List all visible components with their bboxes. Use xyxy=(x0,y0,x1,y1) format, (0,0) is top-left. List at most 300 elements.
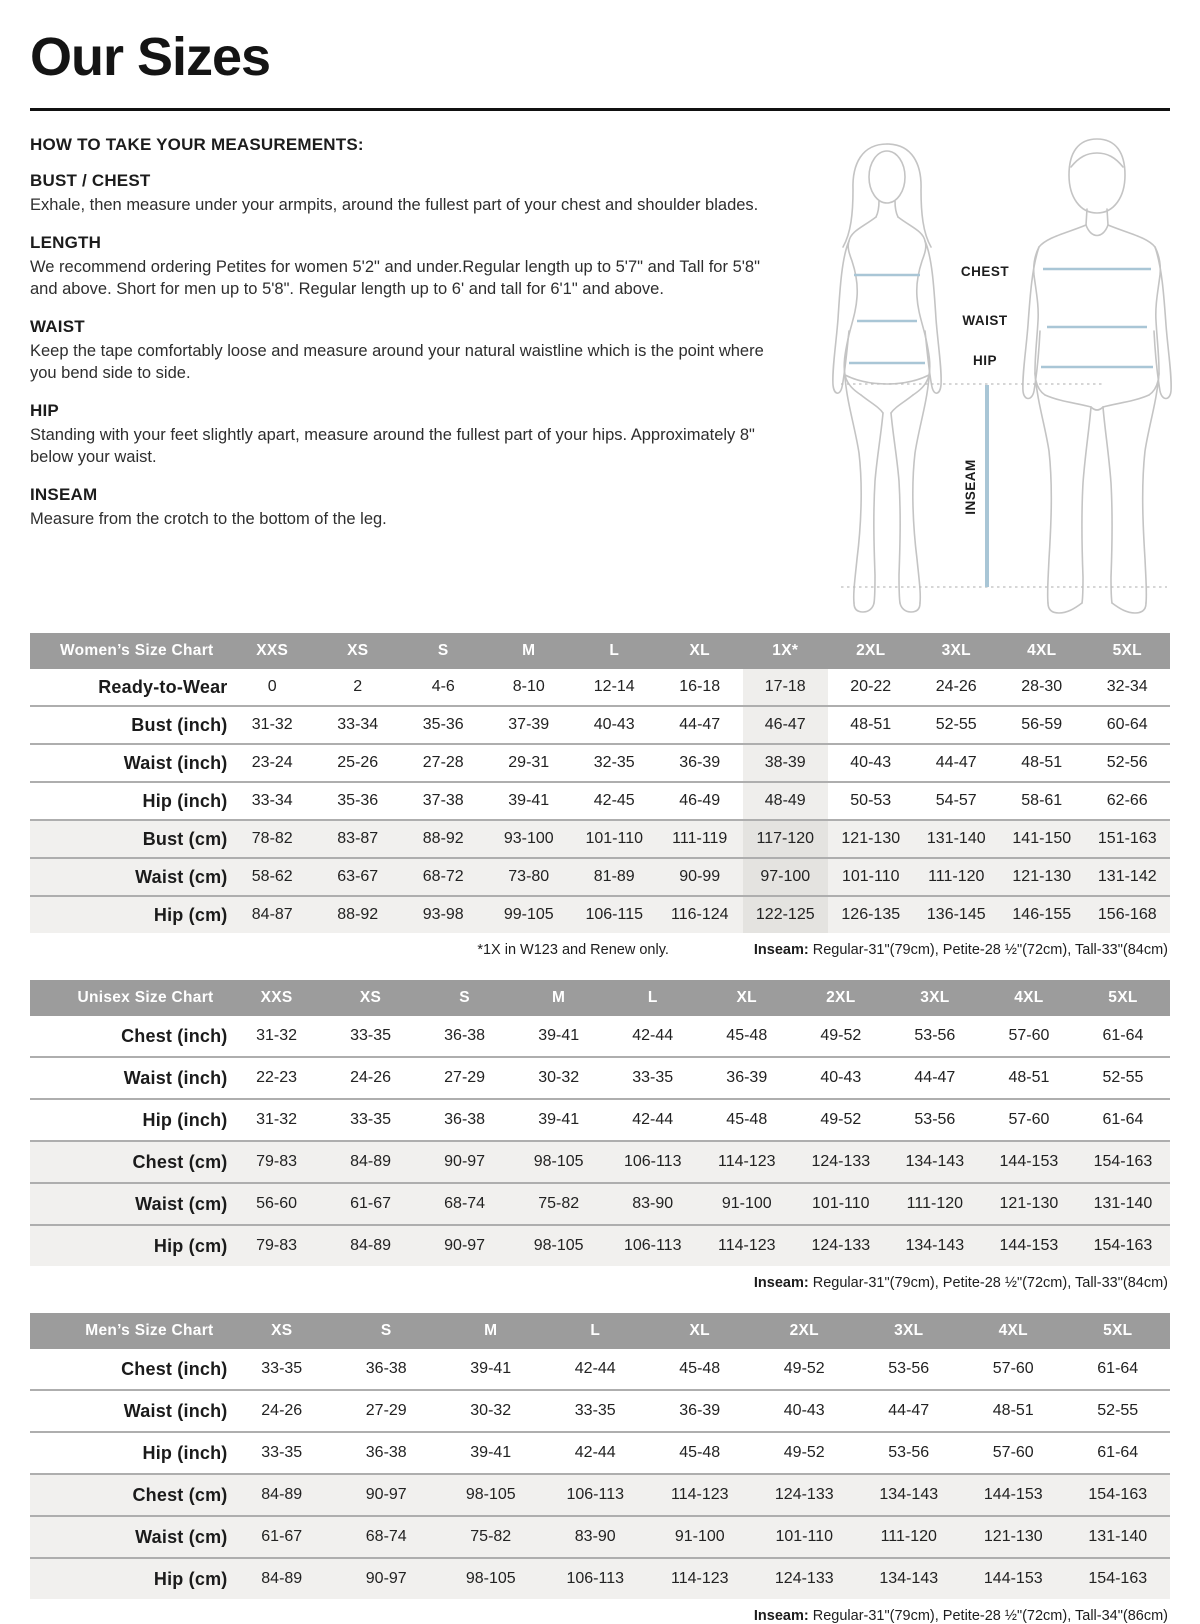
page-title: Our Sizes xyxy=(30,27,271,87)
size-cell: 31-32 xyxy=(251,716,293,733)
size-cell: 61-67 xyxy=(261,1528,303,1545)
body-figures-illustration xyxy=(799,135,1191,619)
size-cell: 33-34 xyxy=(337,716,379,733)
size-cell: 131-140 xyxy=(926,830,986,847)
table-row xyxy=(30,1183,1170,1225)
column-header: M xyxy=(439,1313,544,1349)
size-cell: 78-82 xyxy=(251,830,293,847)
size-cell: 121-130 xyxy=(983,1528,1043,1545)
size-cell: 24-26 xyxy=(935,678,977,695)
size-cell: 106-113 xyxy=(623,1237,682,1254)
row-label: Hip (inch) xyxy=(142,1442,228,1463)
size-cell: 68-72 xyxy=(422,868,464,885)
size-cell: 48-49 xyxy=(743,782,829,820)
size-cell: 23-24 xyxy=(251,754,293,771)
size-cell: 98-105 xyxy=(465,1486,516,1503)
size-cell: 33-35 xyxy=(261,1360,303,1377)
size-cell: 154-163 xyxy=(1088,1486,1148,1503)
size-cell: 31-32 xyxy=(256,1027,297,1044)
row-label: Hip (cm) xyxy=(153,904,228,925)
row-label: Hip (cm) xyxy=(153,1568,228,1589)
size-cell: 97-100 xyxy=(743,858,829,896)
measurement-guide xyxy=(30,135,1170,619)
size-cell: 39-41 xyxy=(538,1111,580,1128)
size-cell: 144-153 xyxy=(999,1153,1059,1170)
size-cell: 114-123 xyxy=(670,1570,729,1587)
column-header: 4XL xyxy=(961,1313,1066,1349)
size-cell: 144-153 xyxy=(983,1486,1043,1503)
column-header: 2XL xyxy=(752,1313,857,1349)
table-row xyxy=(30,1016,1170,1057)
column-header: 5XL xyxy=(1085,633,1171,669)
size-cell: 68-74 xyxy=(444,1195,486,1212)
size-cell: 44-47 xyxy=(935,754,977,771)
column-header: 3XL xyxy=(857,1313,962,1349)
size-cell: 17-18 xyxy=(743,669,829,706)
column-header: S xyxy=(401,633,487,669)
table-row xyxy=(30,1099,1170,1141)
column-header: XS xyxy=(230,1313,335,1349)
size-cell: 25-26 xyxy=(337,754,379,771)
size-cell: 106-115 xyxy=(585,906,644,923)
size-cell: 134-143 xyxy=(879,1570,939,1587)
size-cell: 22-23 xyxy=(256,1069,297,1086)
size-cell: 101-110 xyxy=(812,1195,870,1212)
table-footnote xyxy=(30,1275,1168,1291)
section-title: BUST / CHEST xyxy=(30,171,151,190)
size-cell: 90-97 xyxy=(365,1486,407,1503)
section-body: Exhale, then measure under your armpits, around the fullest part of your chest and shoulder blades. xyxy=(30,196,759,214)
column-header: 2XL xyxy=(828,633,914,669)
size-cell: 131-140 xyxy=(1088,1528,1148,1545)
size-cell: 131-142 xyxy=(1097,868,1157,885)
section-title: WAIST xyxy=(30,316,85,336)
size-cell: 40-43 xyxy=(593,716,635,733)
footnote-inseam-label: Inseam: xyxy=(753,942,809,958)
size-cell: 83-90 xyxy=(632,1195,674,1212)
size-cell: 156-168 xyxy=(1097,906,1157,923)
size-cell: 101-110 xyxy=(585,830,644,847)
size-cell: 33-35 xyxy=(632,1069,674,1086)
size-cell: 46-47 xyxy=(743,706,829,744)
size-cell: 36-38 xyxy=(444,1027,486,1044)
row-label: Hip (inch) xyxy=(142,1109,228,1130)
column-header: M xyxy=(486,633,572,669)
size-cell: 40-43 xyxy=(850,754,892,771)
row-label: Chest (cm) xyxy=(132,1151,228,1172)
size-cell: 42-44 xyxy=(574,1360,616,1377)
size-cell: 111-120 xyxy=(880,1528,937,1545)
size-cell: 39-41 xyxy=(470,1444,512,1461)
column-header: XS xyxy=(315,633,401,669)
size-cell: 29-31 xyxy=(508,754,550,771)
footnote-inseam-label: Inseam: xyxy=(753,1275,809,1291)
table-header-row xyxy=(30,1313,1170,1349)
size-cell: 136-145 xyxy=(926,906,986,923)
row-label: Waist (inch) xyxy=(123,1400,228,1421)
size-cell: 62-66 xyxy=(1106,792,1148,809)
footnote-inseam: Inseam: Regular-31"(79cm), Petite-28 ½"(72cm), Tall-33"(84cm) xyxy=(753,942,1168,958)
row-label: Hip (inch) xyxy=(142,790,228,811)
size-cell: 37-39 xyxy=(508,716,550,733)
size-cell: 134-143 xyxy=(905,1237,965,1254)
size-cell: 63-67 xyxy=(337,868,379,885)
size-cell: 88-92 xyxy=(422,830,464,847)
size-cell: 131-140 xyxy=(1093,1195,1153,1212)
table-row xyxy=(30,782,1170,820)
size-cell: 99-105 xyxy=(503,906,554,923)
size-cell: 154-163 xyxy=(1088,1570,1148,1587)
size-cell: 33-35 xyxy=(574,1402,616,1419)
size-cell: 90-97 xyxy=(444,1153,486,1170)
size-cell: 124-133 xyxy=(774,1570,834,1587)
size-cell: 90-99 xyxy=(679,868,721,885)
size-cell: 124-133 xyxy=(811,1237,871,1254)
size-cell: 49-52 xyxy=(783,1360,825,1377)
size-cell: 56-60 xyxy=(256,1195,297,1212)
size-cell: 52-55 xyxy=(1097,1402,1139,1419)
size-cell: 37-38 xyxy=(422,792,464,809)
size-cell: 116-124 xyxy=(670,906,729,923)
size-cell: 36-39 xyxy=(726,1069,768,1086)
section-waist xyxy=(30,317,785,385)
size-cell: 91-100 xyxy=(721,1195,772,1212)
table-row xyxy=(30,1432,1170,1474)
size-cell: 83-87 xyxy=(337,830,379,847)
woman-figure xyxy=(833,144,941,612)
table-header-row xyxy=(30,980,1170,1016)
size-cell: 32-35 xyxy=(593,754,635,771)
section-body: Standing with your feet slightly apart, measure around the fullest part of your hips. Approximately 8" below your waist. xyxy=(30,425,755,466)
size-cell: 45-48 xyxy=(726,1027,768,1044)
title-divider xyxy=(30,108,1170,111)
size-cell: 12-14 xyxy=(593,678,635,695)
men-size-chart-table xyxy=(30,1313,1170,1599)
size-table-women xyxy=(30,633,1170,958)
size-cell: 44-47 xyxy=(679,716,721,733)
size-cell: 61-64 xyxy=(1102,1111,1144,1128)
size-cell: 48-51 xyxy=(992,1402,1034,1419)
size-cell: 38-39 xyxy=(743,744,829,782)
size-cell: 42-44 xyxy=(632,1111,674,1128)
size-cell: 24-26 xyxy=(261,1402,303,1419)
footnote-inseam: Inseam: Regular-31"(79cm), Petite-28 ½"(72cm), Tall-34"(86cm) xyxy=(753,1608,1168,1624)
size-cell: 56-59 xyxy=(1021,716,1063,733)
size-cell: 44-47 xyxy=(914,1069,956,1086)
size-cell: 61-67 xyxy=(350,1195,392,1212)
size-cell: 33-35 xyxy=(350,1027,392,1044)
size-cell: 46-49 xyxy=(679,792,721,809)
row-label: Waist (inch) xyxy=(123,752,228,773)
size-cell: 49-52 xyxy=(820,1027,862,1044)
row-label: Ready-to-Wear xyxy=(98,676,228,697)
table-row xyxy=(30,744,1170,782)
table-row xyxy=(30,669,1170,706)
size-cell: 27-29 xyxy=(365,1402,407,1419)
size-cell: 32-34 xyxy=(1106,678,1148,695)
size-cell: 36-38 xyxy=(444,1111,486,1128)
size-cell: 33-35 xyxy=(261,1444,303,1461)
section-body: Keep the tape comfortably loose and measure around your natural waistline which is the point where you bend side to side. xyxy=(30,341,764,382)
size-cell: 134-143 xyxy=(879,1486,939,1503)
column-header: 5XL xyxy=(1076,980,1170,1016)
size-cell: 111-120 xyxy=(906,1195,964,1212)
size-cell: 53-56 xyxy=(888,1360,930,1377)
size-cell: 4-6 xyxy=(431,678,455,695)
column-header: XXS xyxy=(230,633,316,669)
table-row xyxy=(30,706,1170,744)
size-cell: 33-35 xyxy=(350,1111,392,1128)
section-bust-chest xyxy=(30,171,785,217)
waist-label: WAIST xyxy=(962,313,1008,328)
table-row xyxy=(30,820,1170,858)
size-cell: 98-105 xyxy=(533,1153,584,1170)
size-cell: 111-120 xyxy=(928,868,985,885)
size-cell: 52-55 xyxy=(935,716,977,733)
size-cell: 154-163 xyxy=(1093,1153,1153,1170)
size-cell: 79-83 xyxy=(256,1153,297,1170)
table-row xyxy=(30,1349,1170,1390)
section-body: Measure from the crotch to the bottom of the leg. xyxy=(30,509,387,528)
column-header: XL xyxy=(700,980,794,1016)
size-cell: 57-60 xyxy=(992,1444,1034,1461)
section-title: INSEAM xyxy=(30,484,98,504)
size-cell: 36-39 xyxy=(679,754,721,771)
size-cell: 114-123 xyxy=(670,1486,729,1503)
size-cell: 42-45 xyxy=(593,792,635,809)
size-cell: 93-98 xyxy=(422,906,464,923)
column-header: L xyxy=(572,633,658,669)
size-table-men xyxy=(30,1313,1170,1624)
column-header: L xyxy=(543,1313,648,1349)
size-cell: 57-60 xyxy=(992,1360,1034,1377)
row-label: Bust (cm) xyxy=(142,828,228,849)
size-table-unisex xyxy=(30,980,1170,1291)
size-cell: 40-43 xyxy=(783,1402,825,1419)
size-cell: 84-89 xyxy=(350,1153,392,1170)
size-cell: 57-60 xyxy=(1008,1027,1050,1044)
table-row xyxy=(30,858,1170,896)
size-cell: 81-89 xyxy=(593,868,635,885)
size-cell: 88-92 xyxy=(337,906,379,923)
size-cell: 53-56 xyxy=(914,1027,956,1044)
footnote-note: *1X in W123 and Renew only. xyxy=(477,942,669,958)
section-inseam xyxy=(30,485,785,531)
table-row xyxy=(30,1390,1170,1432)
size-cell: 31-32 xyxy=(256,1111,297,1128)
table-row xyxy=(30,1558,1170,1599)
size-cell: 48-51 xyxy=(850,716,892,733)
unisex-size-chart-table xyxy=(30,980,1170,1266)
size-cell: 101-110 xyxy=(775,1528,834,1545)
size-cell: 39-41 xyxy=(470,1360,512,1377)
size-cell: 121-130 xyxy=(999,1195,1059,1212)
size-cell: 84-89 xyxy=(350,1237,392,1254)
size-cell: 134-143 xyxy=(905,1153,965,1170)
column-header: S xyxy=(418,980,512,1016)
table-footnote xyxy=(30,1608,1168,1624)
size-cell: 73-80 xyxy=(508,868,550,885)
size-cell: 106-113 xyxy=(623,1153,682,1170)
size-cell: 151-163 xyxy=(1097,830,1157,847)
size-cell: 30-32 xyxy=(538,1069,580,1086)
size-cell: 52-55 xyxy=(1102,1069,1144,1086)
size-cell: 90-97 xyxy=(444,1237,486,1254)
footnote-inseam: Inseam: Regular-31"(79cm), Petite-28 ½"(72cm), Tall-33"(84cm) xyxy=(753,1275,1168,1291)
size-cell: 84-89 xyxy=(261,1570,303,1587)
size-tables xyxy=(30,633,1170,1624)
row-label: Waist (inch) xyxy=(123,1067,228,1088)
table-row xyxy=(30,1516,1170,1558)
size-cell: 53-56 xyxy=(888,1444,930,1461)
size-cell: 114-123 xyxy=(717,1153,776,1170)
size-cell: 121-130 xyxy=(841,830,901,847)
section-hip xyxy=(30,401,785,469)
size-cell: 53-56 xyxy=(914,1111,956,1128)
size-cell: 40-43 xyxy=(820,1069,862,1086)
size-cell: 28-30 xyxy=(1021,678,1063,695)
size-cell: 121-130 xyxy=(1012,868,1072,885)
size-cell: 48-51 xyxy=(1008,1069,1050,1086)
size-cell: 144-153 xyxy=(999,1237,1059,1254)
table-row xyxy=(30,1474,1170,1516)
size-cell: 24-26 xyxy=(350,1069,392,1086)
size-cell: 39-41 xyxy=(538,1027,580,1044)
size-cell: 44-47 xyxy=(888,1402,930,1419)
section-length xyxy=(30,233,785,301)
size-cell: 42-44 xyxy=(632,1027,674,1044)
measurement-diagram xyxy=(799,135,1191,619)
row-label: Waist (cm) xyxy=(135,1193,228,1214)
table-title: Men’s Size Chart xyxy=(30,1313,230,1349)
size-cell: 48-51 xyxy=(1021,754,1063,771)
size-cell: 42-44 xyxy=(574,1444,616,1461)
row-label: Hip (cm) xyxy=(153,1235,228,1256)
size-cell: 16-18 xyxy=(679,678,721,695)
size-cell: 106-113 xyxy=(566,1486,625,1503)
size-cell: 8-10 xyxy=(512,678,545,695)
size-cell: 154-163 xyxy=(1093,1237,1153,1254)
size-cell: 27-29 xyxy=(444,1069,486,1086)
table-footnote xyxy=(30,942,1168,958)
size-cell: 27-28 xyxy=(422,754,464,771)
table-row xyxy=(30,896,1170,933)
women-size-chart-table xyxy=(30,633,1170,933)
size-cell: 122-125 xyxy=(743,896,829,933)
column-header: XL xyxy=(657,633,743,669)
size-cell: 126-135 xyxy=(841,906,901,923)
section-title: LENGTH xyxy=(30,232,102,252)
size-cell: 61-64 xyxy=(1097,1444,1139,1461)
size-cell: 36-39 xyxy=(679,1402,721,1419)
measurement-instructions xyxy=(30,135,785,619)
size-cell: 54-57 xyxy=(935,792,977,809)
column-header: L xyxy=(606,980,700,1016)
size-cell: 111-119 xyxy=(672,830,728,847)
row-label: Bust (inch) xyxy=(131,714,228,735)
size-cell: 36-38 xyxy=(365,1360,407,1377)
footnote-inseam-label: Inseam: xyxy=(753,1608,809,1624)
section-title: HIP xyxy=(30,400,59,420)
size-cell: 79-83 xyxy=(256,1237,297,1254)
table-title: Women’s Size Chart xyxy=(30,633,230,669)
size-cell: 2 xyxy=(353,678,363,695)
table-row xyxy=(30,1057,1170,1099)
row-label: Chest (inch) xyxy=(121,1025,228,1046)
size-cell: 35-36 xyxy=(422,716,464,733)
size-cell: 84-87 xyxy=(251,906,293,923)
size-cell: 58-62 xyxy=(251,868,293,885)
size-cell: 49-52 xyxy=(820,1111,862,1128)
size-cell: 84-89 xyxy=(261,1486,303,1503)
column-header: XXS xyxy=(230,980,324,1016)
man-figure xyxy=(1023,139,1171,613)
size-cell: 106-113 xyxy=(566,1570,625,1587)
size-cell: 58-61 xyxy=(1021,792,1063,809)
size-cell: 75-82 xyxy=(538,1195,580,1212)
column-header: 2XL xyxy=(794,980,888,1016)
size-cell: 61-64 xyxy=(1097,1360,1139,1377)
column-header: 5XL xyxy=(1066,1313,1171,1349)
size-cell: 90-97 xyxy=(365,1570,407,1587)
column-header: XL xyxy=(648,1313,753,1349)
row-label: Waist (cm) xyxy=(135,866,228,887)
table-header-row xyxy=(30,633,1170,669)
row-label: Chest (inch) xyxy=(121,1358,228,1379)
size-cell: 114-123 xyxy=(717,1237,776,1254)
column-header: XS xyxy=(324,980,418,1016)
size-cell: 83-90 xyxy=(574,1528,616,1545)
size-cell: 50-53 xyxy=(850,792,892,809)
column-header: 3XL xyxy=(914,633,1000,669)
row-label: Chest (cm) xyxy=(132,1484,228,1505)
section-body: We recommend ordering Petites for women 5'2" and under.Regular length up to 5'7" and Tall for 5'8" and above. Short for men up to 5'8". Regular length up to 6' and tall for 6'1" and above. xyxy=(30,257,760,298)
size-cell: 35-36 xyxy=(337,792,379,809)
size-cell: 30-32 xyxy=(470,1402,512,1419)
size-cell: 45-48 xyxy=(726,1111,768,1128)
size-cell: 61-64 xyxy=(1102,1027,1144,1044)
size-cell: 60-64 xyxy=(1106,716,1148,733)
size-cell: 39-41 xyxy=(508,792,550,809)
size-cell: 68-74 xyxy=(365,1528,407,1545)
size-cell: 45-48 xyxy=(679,1360,721,1377)
size-cell: 20-22 xyxy=(850,678,892,695)
size-cell: 117-120 xyxy=(743,820,829,858)
size-cell: 98-105 xyxy=(465,1570,516,1587)
size-cell: 45-48 xyxy=(679,1444,721,1461)
size-cell: 36-38 xyxy=(365,1444,407,1461)
size-cell: 124-133 xyxy=(811,1153,871,1170)
table-title: Unisex Size Chart xyxy=(30,980,230,1016)
size-cell: 0 xyxy=(267,678,277,695)
chest-label: CHEST xyxy=(960,264,1010,279)
column-header: 4XL xyxy=(982,980,1076,1016)
column-header: M xyxy=(512,980,606,1016)
size-cell: 52-56 xyxy=(1106,754,1148,771)
inseam-label: INSEAM xyxy=(963,459,978,515)
size-cell: 146-155 xyxy=(1012,906,1072,923)
column-header: 1X* xyxy=(743,633,829,669)
size-cell: 124-133 xyxy=(774,1486,834,1503)
size-cell: 101-110 xyxy=(841,868,900,885)
size-cell: 91-100 xyxy=(674,1528,725,1545)
table-row xyxy=(30,1225,1170,1266)
size-cell: 141-150 xyxy=(1012,830,1072,847)
size-cell: 144-153 xyxy=(983,1570,1043,1587)
size-cell: 57-60 xyxy=(1008,1111,1050,1128)
size-cell: 75-82 xyxy=(470,1528,512,1545)
instructions-heading: HOW TO TAKE YOUR MEASUREMENTS: xyxy=(30,135,364,154)
